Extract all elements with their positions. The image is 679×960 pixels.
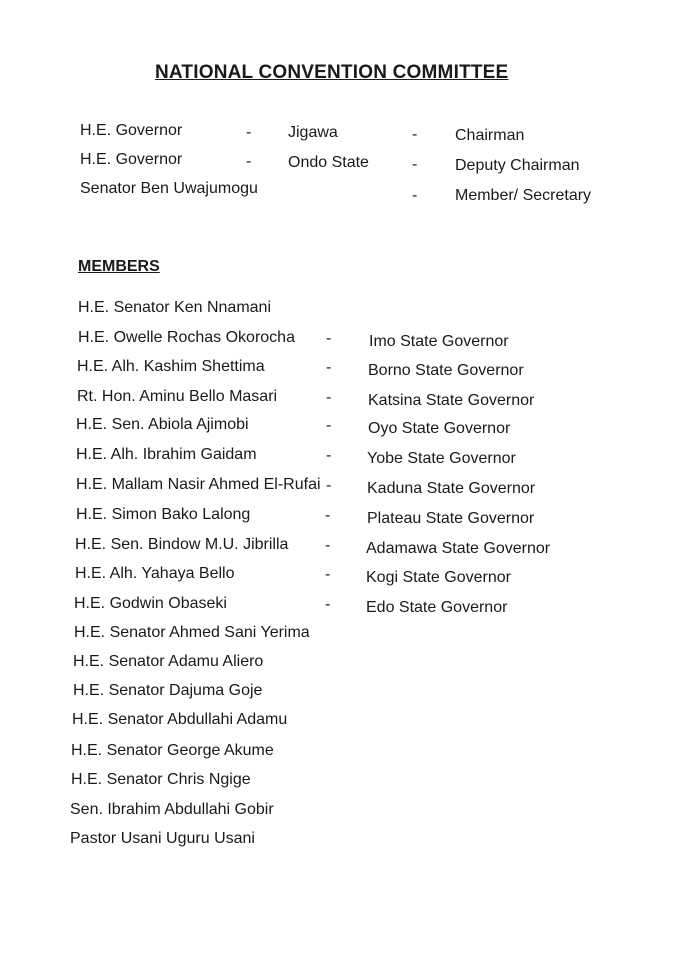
- member-name: Rt. Hon. Aminu Bello Masari: [77, 388, 278, 405]
- member-role: Adamawa State Governor: [366, 540, 551, 557]
- member-role: Kogi State Governor: [366, 569, 511, 586]
- member-role: Imo State Governor: [369, 333, 509, 350]
- member-name: H.E. Senator Ahmed Sani Yerima: [74, 624, 310, 641]
- separator: -: [326, 417, 332, 434]
- member-role: Katsina State Governor: [368, 392, 535, 409]
- leader-title: H.E. Governor: [80, 151, 183, 168]
- document-title: NATIONAL CONVENTION COMMITTEE: [155, 62, 509, 83]
- member-name: H.E. Senator Adamu Aliero: [73, 653, 264, 670]
- member-name: Pastor Usani Uguru Usani: [70, 830, 255, 847]
- separator: -: [412, 126, 418, 143]
- member-name: H.E. Sen. Abiola Ajimobi: [76, 416, 249, 433]
- member-role: Kaduna State Governor: [367, 480, 536, 497]
- separator: -: [325, 596, 331, 613]
- member-name: H.E. Senator Chris Ngige: [71, 771, 251, 788]
- separator: -: [246, 124, 252, 141]
- member-name: H.E. Senator George Akume: [71, 742, 274, 759]
- leader-title: H.E. Governor: [80, 122, 183, 139]
- leader-title: Senator Ben Uwajumogu: [80, 180, 258, 197]
- separator: -: [326, 330, 332, 347]
- member-name: H.E. Sen. Bindow M.U. Jibrilla: [75, 536, 289, 553]
- member-name: H.E. Alh. Ibrahim Gaidam: [76, 446, 257, 463]
- member-name: H.E. Alh. Kashim Shettima: [77, 358, 265, 375]
- leader-role: Member/ Secretary: [455, 187, 592, 204]
- members-heading: MEMBERS: [78, 258, 160, 275]
- member-name: H.E. Senator Abdullahi Adamu: [72, 711, 288, 728]
- member-role: Edo State Governor: [366, 599, 508, 616]
- separator: -: [325, 507, 331, 524]
- separator: -: [325, 537, 331, 554]
- member-role: Yobe State Governor: [367, 450, 516, 467]
- separator: -: [326, 477, 332, 494]
- member-name: H.E. Godwin Obaseki: [74, 595, 227, 612]
- member-role: Plateau State Governor: [367, 510, 535, 527]
- leader-role: Deputy Chairman: [455, 157, 580, 174]
- separator: -: [412, 156, 418, 173]
- leader-state: Jigawa: [288, 124, 338, 141]
- member-name: Sen. Ibrahim Abdullahi Gobir: [70, 801, 274, 818]
- separator: -: [246, 153, 252, 170]
- leader-role: Chairman: [455, 127, 525, 144]
- member-name: H.E. Simon Bako Lalong: [76, 506, 251, 523]
- separator: -: [326, 389, 332, 406]
- separator: -: [326, 359, 332, 376]
- separator: -: [412, 187, 418, 204]
- leader-state: Ondo State: [288, 154, 369, 171]
- member-name: H.E. Alh. Yahaya Bello: [75, 565, 235, 582]
- member-role: Oyo State Governor: [368, 420, 511, 437]
- member-name: H.E. Senator Dajuma Goje: [73, 682, 263, 699]
- member-role: Borno State Governor: [368, 362, 524, 379]
- separator: -: [326, 447, 332, 464]
- member-name: H.E. Senator Ken Nnamani: [78, 299, 271, 316]
- member-name: H.E. Owelle Rochas Okorocha: [78, 329, 295, 346]
- separator: -: [325, 566, 331, 583]
- member-name: H.E. Mallam Nasir Ahmed El-Rufai: [76, 476, 321, 493]
